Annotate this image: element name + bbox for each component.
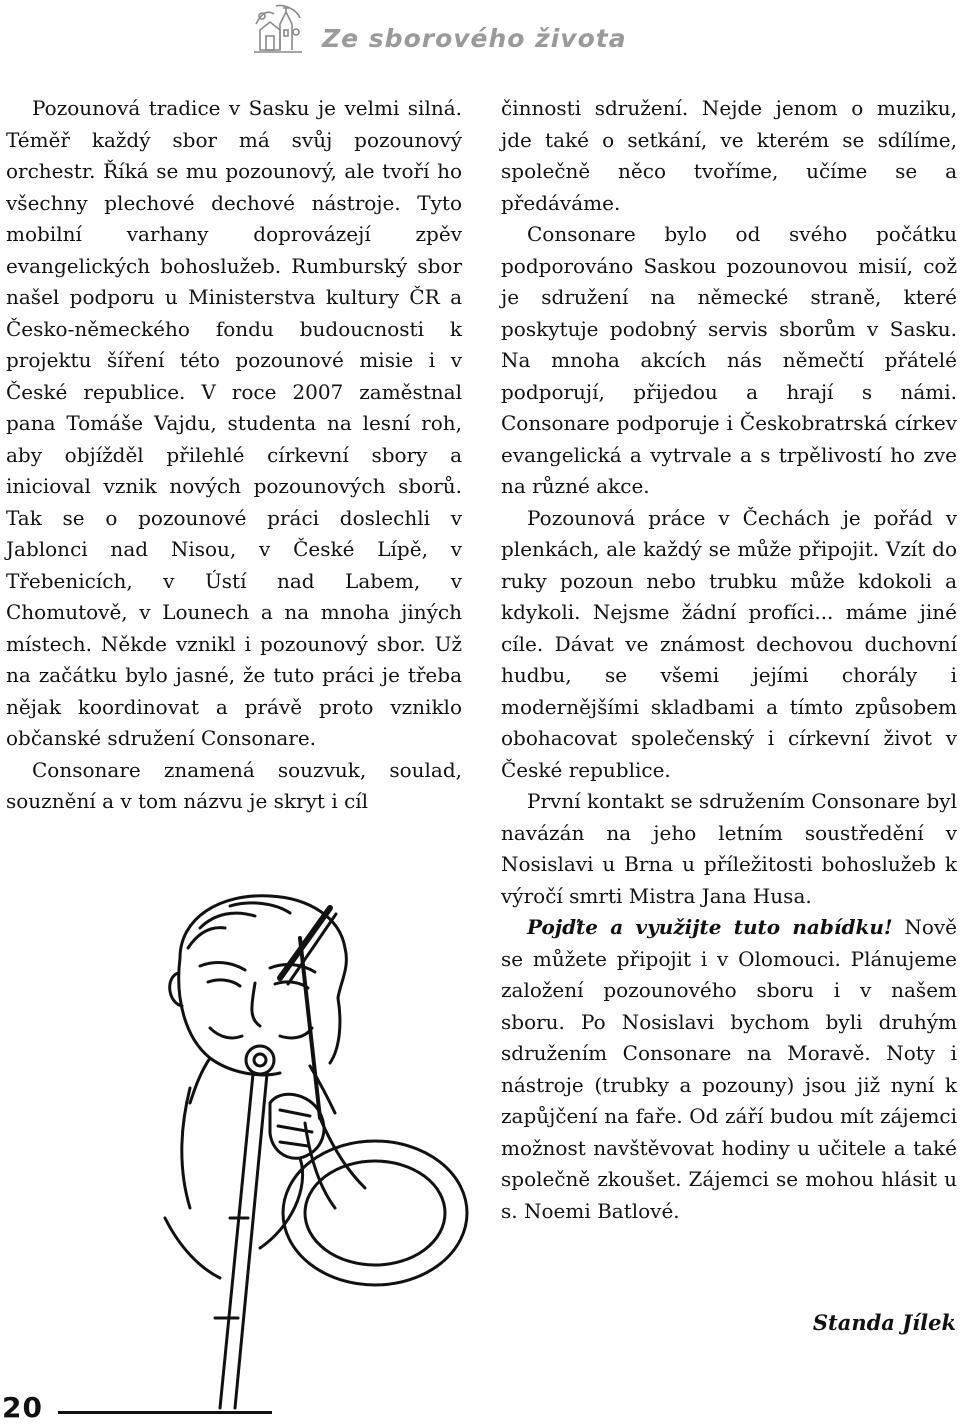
article-paragraph: Pozounová tradice v Sasku je velmi silná. Téměř každý sbor má svůj pozounový orchestr. Říká se mu pozounový, ale tvoří ho všechny plechové dechové nástroje. Tyto mobilní varhany doprovázejí zpěv evangelických bohoslužeb. Rumburský sbor našel podporu u Ministerstva kultury ČR a Česko-německého fondu budoucnosti k projektu šíření této pozounové misie i v České republice. V roce 2007 zaměstnal pana Tomáše Vajdu, studenta na lesní roh, aby objížděl přilehlé církevní sbory a inicioval vznik nových pozounových sborů. Tak se o pozounové práci doslechli v Jablonci nad Nisou, v České Lípě, v Třebenicích, v Ústí nad Labem, v Chomutově, v Lounech a na mnoha jiných místech. Někde vznikl i pozounový sbor. Už na začátku bylo jasné, že tuto práci je třeba nějak koordinovat a právě proto vzniklo občanské sdružení Consonare. (6, 96, 462, 750)
article-paragraph: Consonare znamená souzvuk, soulad, souznění a v tom názvu je skryt i cíl (6, 757, 462, 813)
article-left-column (6, 93, 462, 818)
article-paragraph: Consonare bylo od svého počátku podporováno Saskou pozounovou misií, což je sdružení na německé straně, které poskytuje podobný servis sborům v Sasku. Na mnoha akcích nás němečtí přátelé podporují, přijedou a hrají s námi. Consonare podporuje i Českobratrská církev evangelická a vytrvale a s trpělivostí ho zve na různé akce. (501, 222, 957, 498)
article-paragraph: činnosti sdružení. Nejde jenom o muziku, jde také o setkání, ve kterém se sdílíme, společně něco tvoříme, učíme se a předáváme. (501, 96, 957, 215)
article-paragraph: První kontakt se sdružením Consonare byl navázán na jeho letním soustředění v Nosislavi u Brna u příležitosti bohoslužeb k výročí smrti Mistra Jana Husa. (501, 789, 957, 908)
article-right-column (501, 93, 957, 1227)
page-number: 20 (2, 1391, 43, 1424)
invitation-paragraph (501, 912, 957, 1227)
invitation-text: Nově se můžete připojit i v Olomouci. Plánujeme založení pozounového sboru i v našem sboru. Po Nosislavi bychom byli druhým sdružením Consonare na Moravě. Noty i nástroje (trubky a pozouny) jsou již nyní k zapůjčení na faře. Od září budou mít zájemci možnost navštěvovat hodiny u učitele a také společně zkoušet. Zájemci se mohou hlásit u s. Noemi Batlové. (501, 915, 957, 1223)
invitation-lead: Pojďte a využijte tuto nabídku! (527, 915, 893, 939)
church-icon (252, 2, 304, 56)
section-title: Ze sborového života (322, 24, 627, 53)
page-header (0, 0, 960, 80)
author-signature: Standa Jílek (812, 1310, 956, 1335)
footer-divider (58, 1411, 272, 1414)
trombone-player-drawing (160, 888, 470, 1418)
article-paragraph: Pozounová práce v Čechách je pořád v plenkách, ale každý se může připojit. Vzít do ruky pozoun nebo trubku může kdokoli a kdykoli. Nejsme žádní profíci... máme jiné cíle. Dávat ve známost dechovou duchovní hudbu, se všemi jejími chorály i modernějšími skladbami a tímto způsobem obohacovat společenský i církevní život v České republice. (501, 505, 957, 782)
